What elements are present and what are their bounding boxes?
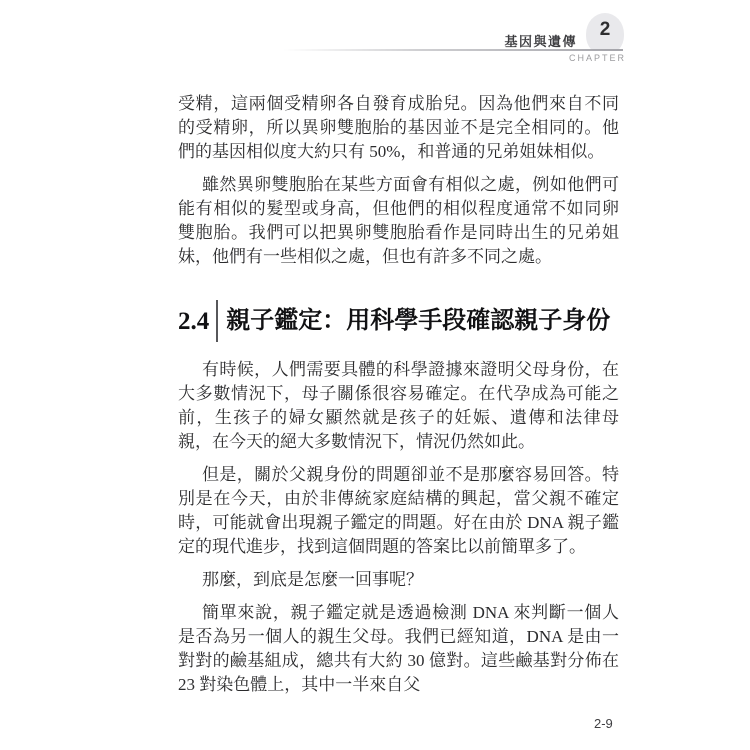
chapter-label: CHAPTER	[568, 53, 626, 63]
paragraph: 有時候，人們需要具體的科學證據來證明父母身份，在大多數情況下，母子關係很容易確定。在代孕成為可能之前，生孩子的婦女顯然就是孩子的妊娠、遺傳和法律母親，在今天的絕大多數情況下，情況仍然如此。	[178, 360, 619, 451]
section-title: 親子鑑定：用科學手段確認親子身份	[226, 307, 611, 334]
chapter-number: 2	[586, 13, 624, 50]
content-column	[178, 0, 619, 706]
chapter-title: 基因與遺傳	[504, 34, 577, 49]
section-number: 2.4	[178, 307, 210, 335]
paragraph: 那麼，到底是怎麼一回事呢？	[202, 570, 423, 589]
paragraph: 簡單來說，親子鑑定就是透過檢測 DNA 來判斷一個人是否為另一個人的親生父母。我們已經知道，DNA 是由一對對的鹼基組成，總共有大約 30 億對。這些鹼基對分佈在 23 對染色體上，其中一半來自父	[178, 603, 619, 694]
section-heading	[178, 299, 619, 343]
paragraph: 雖然異卵雙胞胎在某些方面會有相似之處，例如他們可能有相似的髮型或身高，但他們的相似程度通常不如同卵雙胞胎。我們可以把異卵雙胞胎看作是同時出生的兄弟姐妹，他們有一些相似之處，但也有許多不同之處。	[178, 175, 619, 266]
paragraph: 但是，關於父親身份的問題卻並不是那麼容易回答。特別是在今天，由於非傳統家庭結構的興起，當父親不確定時，可能就會出現親子鑑定的問題。好在由於 DNA 親子鑑定的現代進步，找到這個問題的答案比以前簡單多了。	[178, 465, 619, 556]
page-number: 2-9	[594, 716, 613, 731]
paragraph: 受精，這兩個受精卵各自發育成胎兒。因為他們來自不同的受精卵，所以異卵雙胞胎的基因並不是完全相同的。他們的基因相似度大約只有 50%，和普通的兄弟姐妹相似。	[178, 94, 619, 161]
